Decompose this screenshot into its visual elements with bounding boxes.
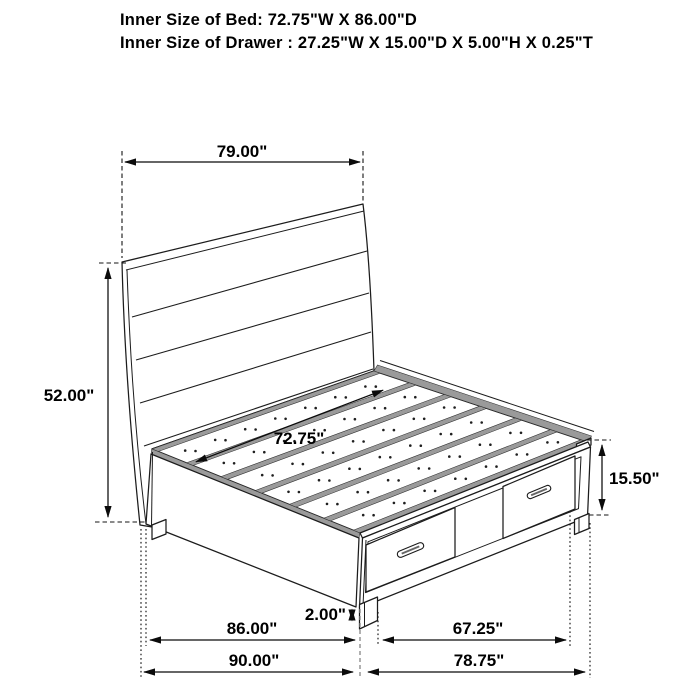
bed [122,204,594,629]
dim-overall-depth [144,651,353,672]
dim-foot-clearance [305,605,352,624]
spec-line-drawer: Inner Size of Drawer : 27.25"W X 15.00"D X 5.00"H X 0.25"T [120,33,593,52]
dim-label-inner-width: 72.75" [273,429,325,448]
dim-label-frame-depth: 78.75" [453,651,505,670]
dim-label-overall-depth: 90.00" [228,651,280,670]
dim-footboard-height [587,440,660,515]
dim-label-headboard-height: 52.00" [43,386,95,405]
dim-label-footboard-side-span: 67.25" [452,619,504,638]
dim-label-headboard-width: 79.00" [216,142,268,161]
dim-footboard-side-span [383,619,566,640]
spec-line-bed: Inner Size of Bed: 72.75"W X 86.00"D [120,11,418,29]
dim-label-footboard-height: 15.50" [609,469,660,488]
dim-frame-depth [368,651,585,672]
dim-label-inner-depth: 86.00" [226,619,278,638]
dim-label-foot-clearance: 2.00" [304,605,346,624]
